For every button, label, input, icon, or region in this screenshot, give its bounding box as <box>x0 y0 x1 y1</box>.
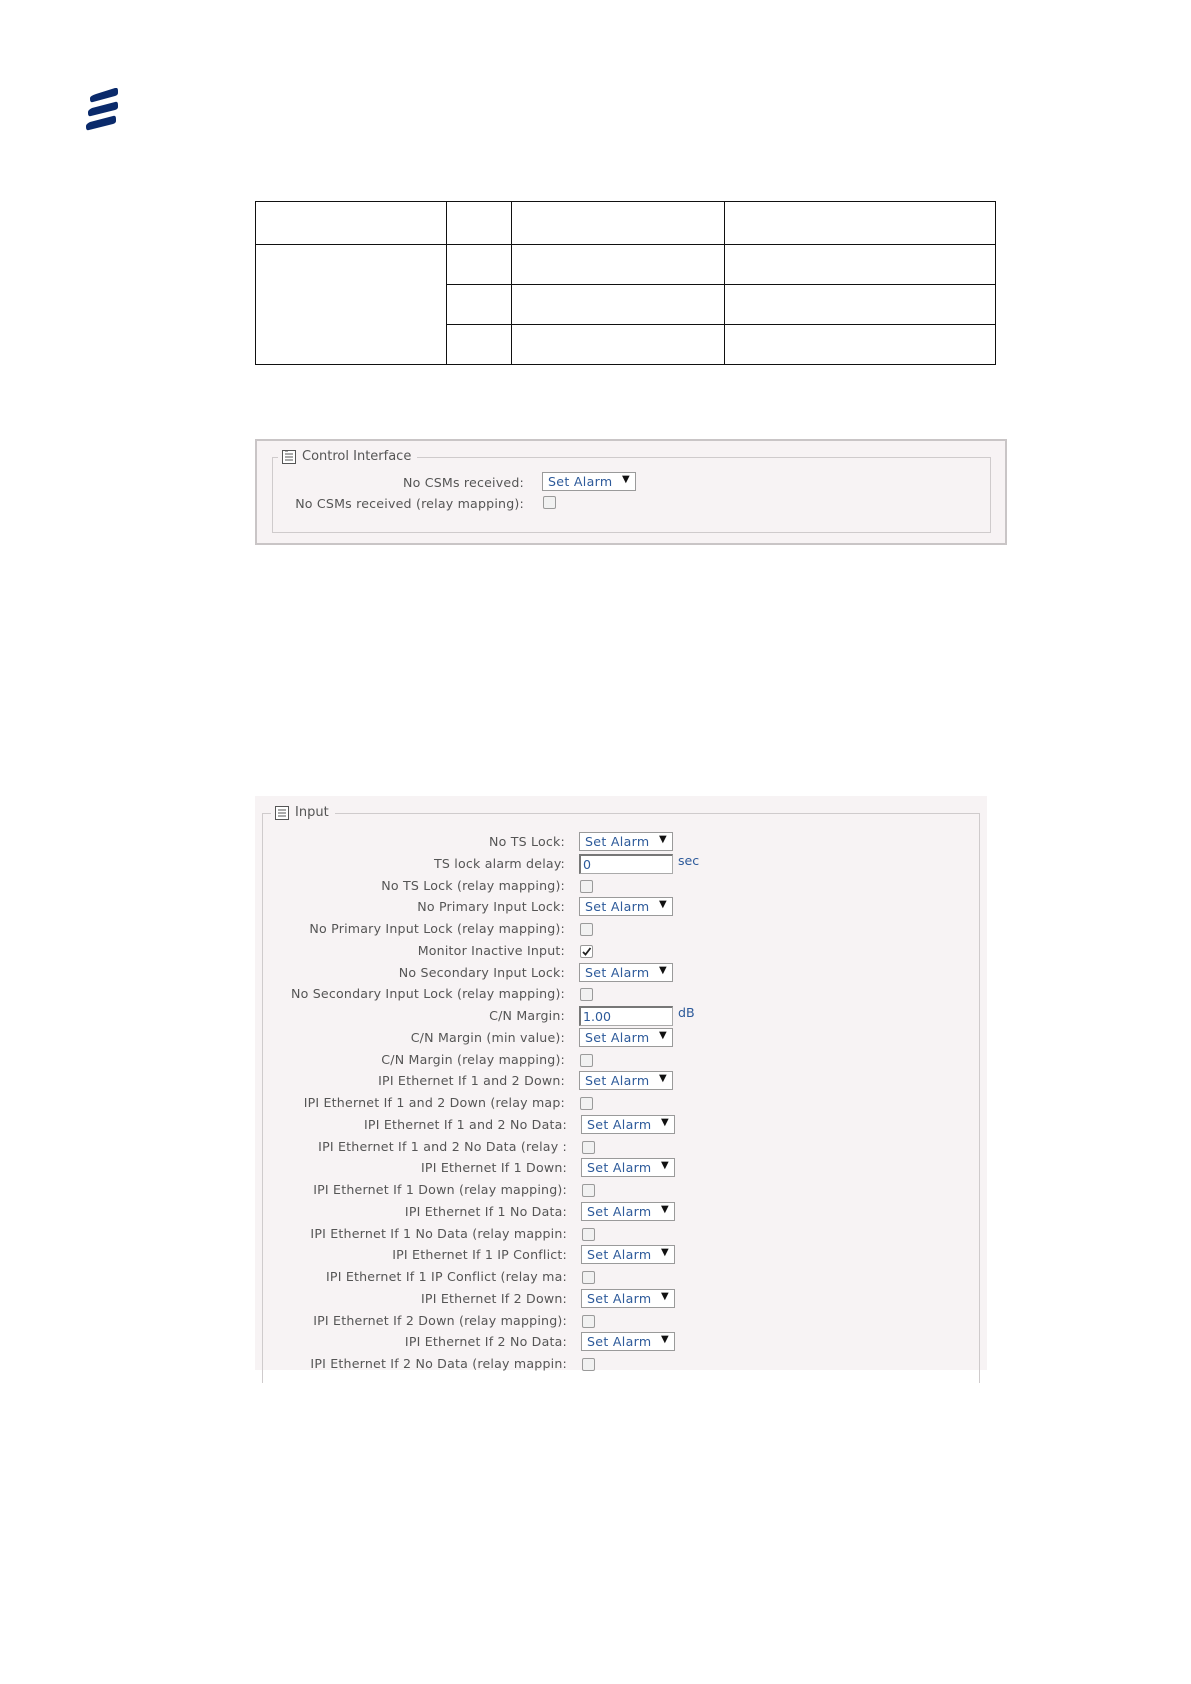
input-row-label: No TS Lock: <box>489 834 565 849</box>
table-cell <box>447 285 512 325</box>
numeric-input[interactable]: 0 <box>579 854 673 874</box>
relay-mapping-checkbox[interactable] <box>580 1054 593 1067</box>
dropdown-arrow-icon: ▼ <box>659 964 667 976</box>
alarm-select[interactable] <box>581 1158 675 1177</box>
no-csms-received-select[interactable] <box>542 472 636 491</box>
alarm-select[interactable] <box>581 1289 675 1308</box>
input-row-label: Monitor Inactive Input: <box>417 942 565 958</box>
select-value: Set Alarm <box>587 1116 652 1132</box>
input-row-label: IPI Ethernet If 2 No Data: <box>404 1334 567 1350</box>
input-row-label: IPI Ethernet If 2 No Data (relay mappin: <box>310 1356 567 1371</box>
input-panel <box>255 796 987 1370</box>
dropdown-arrow-icon: ▼ <box>659 1073 667 1085</box>
input-row-label: IPI Ethernet If 1 IP Conflict: <box>392 1247 567 1263</box>
numeric-input[interactable]: 1.00 <box>579 1006 673 1026</box>
select-value: Set Alarm <box>587 1247 652 1263</box>
alarm-select[interactable] <box>579 832 673 851</box>
relay-mapping-checkbox[interactable] <box>582 1271 595 1284</box>
input-row-label: No Secondary Input Lock: <box>398 964 565 980</box>
unit-label: dB <box>678 1005 695 1020</box>
input-row-label: IPI Ethernet If 1 and 2 Down: <box>378 1073 565 1089</box>
select-value: Set Alarm <box>585 964 650 980</box>
table-cell <box>447 202 512 245</box>
select-value: Set Alarm <box>548 474 613 489</box>
input-legend[interactable] <box>271 805 335 820</box>
dropdown-arrow-icon: ▼ <box>659 1029 667 1041</box>
collapse-panel-icon[interactable] <box>282 450 296 464</box>
dropdown-arrow-icon: ▼ <box>659 834 667 845</box>
table-cell <box>256 245 447 365</box>
select-value: Set Alarm <box>585 1029 650 1045</box>
dropdown-arrow-icon: ▼ <box>661 1290 669 1302</box>
dropdown-arrow-icon: ▼ <box>661 1203 669 1215</box>
input-row-label: C/N Margin (min value): <box>410 1029 565 1045</box>
control-interface-panel <box>255 439 1007 545</box>
dropdown-arrow-icon: ▼ <box>661 1334 669 1346</box>
relay-mapping-checkbox[interactable] <box>582 1184 595 1197</box>
dropdown-arrow-icon: ▼ <box>622 474 630 485</box>
select-value: Set Alarm <box>587 1334 652 1350</box>
dropdown-arrow-icon: ▼ <box>661 1116 669 1128</box>
checked-checkbox[interactable] <box>580 945 593 958</box>
input-row-label: C/N Margin (relay mapping): <box>381 1051 565 1067</box>
ericsson-logo <box>84 88 120 132</box>
table-cell <box>447 245 512 285</box>
input-row-label: No Primary Input Lock: <box>417 899 565 915</box>
alarm-select[interactable] <box>579 1071 673 1090</box>
no-csms-relay-mapping-label: No CSMs received (relay mapping): <box>295 496 524 511</box>
table-cell <box>512 245 725 285</box>
control-interface-legend[interactable] <box>278 449 417 464</box>
table-cell <box>725 202 996 245</box>
alarm-select[interactable] <box>581 1332 675 1351</box>
input-row-label: IPI Ethernet If 1 IP Conflict (relay ma: <box>326 1269 567 1284</box>
relay-mapping-checkbox[interactable] <box>582 1141 595 1154</box>
input-row-label: No Primary Input Lock (relay mapping): <box>309 921 565 936</box>
alarm-select[interactable] <box>579 1028 673 1047</box>
select-value: Set Alarm <box>585 1073 650 1089</box>
document-table <box>255 201 996 365</box>
dropdown-arrow-icon: ▼ <box>661 1160 669 1172</box>
relay-mapping-checkbox[interactable] <box>582 1228 595 1241</box>
input-row-label: IPI Ethernet If 1 Down (relay mapping): <box>313 1182 567 1197</box>
relay-mapping-checkbox[interactable] <box>580 988 593 1001</box>
relay-mapping-checkbox[interactable] <box>580 923 593 936</box>
input-row-label: C/N Margin: <box>489 1008 565 1023</box>
no-csms-received-label: No CSMs received: <box>402 475 524 490</box>
relay-mapping-checkbox[interactable] <box>580 880 593 893</box>
select-value: Set Alarm <box>587 1160 652 1176</box>
select-value: Set Alarm <box>587 1203 652 1219</box>
table-cell <box>725 325 996 365</box>
checkmark-icon <box>581 946 592 957</box>
control-interface-title: Control Interface <box>302 449 412 464</box>
table-cell <box>256 202 447 245</box>
alarm-select[interactable] <box>581 1245 675 1264</box>
collapse-panel-icon[interactable] <box>275 806 289 820</box>
unit-label: sec <box>678 852 700 868</box>
select-value: Set Alarm <box>585 834 650 849</box>
no-csms-relay-mapping-checkbox[interactable] <box>543 496 556 509</box>
input-row-label: IPI Ethernet If 1 No Data (relay mappin: <box>310 1225 567 1241</box>
alarm-select[interactable] <box>579 963 673 982</box>
dropdown-arrow-icon: ▼ <box>661 1247 669 1259</box>
input-row-label: IPI Ethernet If 1 and 2 No Data (relay : <box>318 1138 567 1154</box>
alarm-select[interactable] <box>579 897 673 916</box>
input-row-label: TS lock alarm delay: <box>433 855 565 871</box>
input-title: Input <box>295 805 329 820</box>
control-interface-fieldset <box>272 457 991 533</box>
input-row-label: IPI Ethernet If 1 Down: <box>421 1160 567 1176</box>
alarm-select[interactable] <box>581 1202 675 1221</box>
select-value: Set Alarm <box>587 1290 652 1306</box>
input-row-label: IPI Ethernet If 1 and 2 No Data: <box>364 1116 567 1132</box>
select-value: Set Alarm <box>585 899 650 915</box>
input-row-label: No Secondary Input Lock (relay mapping): <box>291 986 565 1002</box>
input-row-label: IPI Ethernet If 2 Down (relay mapping): <box>313 1312 567 1328</box>
table-cell <box>512 202 725 245</box>
alarm-select[interactable] <box>581 1115 675 1134</box>
relay-mapping-checkbox[interactable] <box>582 1358 595 1371</box>
input-row-label: IPI Ethernet If 1 and 2 Down (relay map: <box>303 1095 565 1110</box>
relay-mapping-checkbox[interactable] <box>582 1315 595 1328</box>
table-cell <box>512 325 725 365</box>
table-cell <box>447 325 512 365</box>
table-cell <box>512 285 725 325</box>
dropdown-arrow-icon: ▼ <box>659 899 667 911</box>
table-cell <box>725 245 996 285</box>
input-row-label: IPI Ethernet If 1 No Data: <box>404 1203 567 1219</box>
input-row-label: IPI Ethernet If 2 Down: <box>421 1290 567 1306</box>
table-cell <box>725 285 996 325</box>
input-row-label: No TS Lock (relay mapping): <box>381 877 565 893</box>
relay-mapping-checkbox[interactable] <box>580 1097 593 1110</box>
